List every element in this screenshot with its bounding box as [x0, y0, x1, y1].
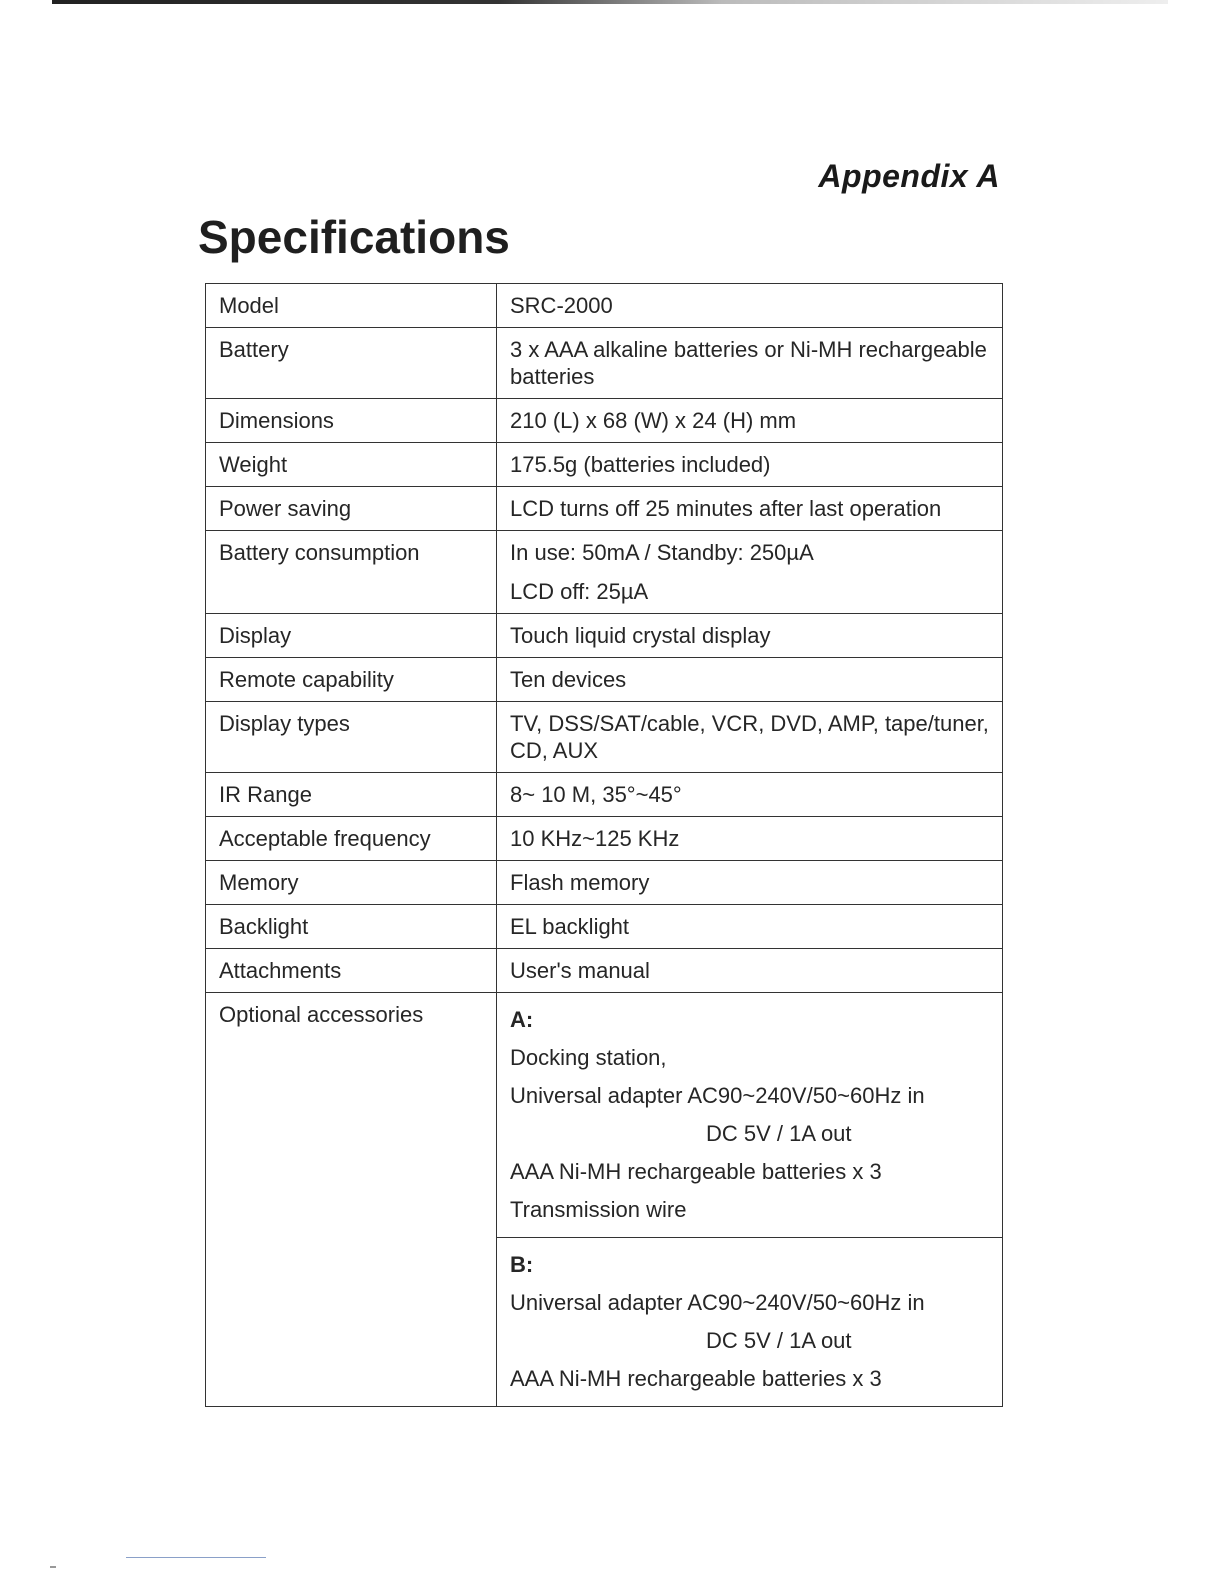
footer-rule	[126, 1557, 266, 1558]
spec-label: Memory	[206, 861, 497, 905]
spec-value: 175.5g (batteries included)	[497, 443, 1003, 487]
table-row	[206, 531, 1003, 614]
spec-value: 210 (L) x 68 (W) x 24 (H) mm	[497, 399, 1003, 443]
page-title: Specifications	[198, 211, 510, 263]
accessory-line: Transmission wire	[510, 1197, 687, 1222]
spec-label: Weight	[206, 443, 497, 487]
spec-value: 10 KHz~125 KHz	[497, 817, 1003, 861]
accessory-line: DC 5V / 1A out	[706, 1328, 852, 1353]
spec-value-line: In use: 50mA / Standby: 250µA	[510, 540, 814, 565]
spec-value: Touch liquid crystal display	[497, 614, 1003, 658]
table-row	[206, 993, 1003, 1238]
table-row	[206, 443, 1003, 487]
appendix-heading: Appendix A	[818, 158, 1000, 194]
table-row	[206, 658, 1003, 702]
table-row	[206, 949, 1003, 993]
spec-label: Attachments	[206, 949, 497, 993]
table-row	[206, 399, 1003, 443]
footer-mark	[50, 1566, 56, 1568]
spec-label: Power saving	[206, 487, 497, 531]
spec-value: 3 x AAA alkaline batteries or Ni-MH rechargeable batteries	[497, 328, 1003, 399]
table-row	[206, 328, 1003, 399]
table-row	[206, 614, 1003, 658]
spec-label: IR Range	[206, 773, 497, 817]
spec-label: Display	[206, 614, 497, 658]
optional-group-b	[497, 1238, 1003, 1407]
specifications-table	[205, 283, 1003, 1407]
spec-label: Battery	[206, 328, 497, 399]
spec-value: Ten devices	[497, 658, 1003, 702]
spec-value: 8~ 10 M, 35°~45°	[497, 773, 1003, 817]
group-heading: B:	[510, 1252, 534, 1277]
table-row	[206, 817, 1003, 861]
table-row	[206, 284, 1003, 328]
accessory-line: Universal adapter AC90~240V/50~60Hz in	[510, 1290, 925, 1315]
table-row	[206, 905, 1003, 949]
spec-label: Battery consumption	[206, 531, 497, 614]
spec-value-line: LCD off: 25µA	[510, 579, 649, 604]
spec-value: EL backlight	[497, 905, 1003, 949]
table-row	[206, 861, 1003, 905]
accessory-line: Docking station,	[510, 1045, 667, 1070]
spec-label: Model	[206, 284, 497, 328]
group-heading: A:	[510, 1007, 534, 1032]
optional-group-a	[497, 993, 1003, 1238]
spec-label: Remote capability	[206, 658, 497, 702]
accessory-line: Universal adapter AC90~240V/50~60Hz in	[510, 1083, 925, 1108]
spec-label: Acceptable frequency	[206, 817, 497, 861]
spec-value: Flash memory	[497, 861, 1003, 905]
top-rule	[52, 0, 1168, 4]
table-row	[206, 702, 1003, 773]
accessory-line: AAA Ni-MH rechargeable batteries x 3	[510, 1159, 882, 1184]
spec-value: TV, DSS/SAT/cable, VCR, DVD, AMP, tape/tuner, CD, AUX	[497, 702, 1003, 773]
accessory-line: AAA Ni-MH rechargeable batteries x 3	[510, 1366, 882, 1391]
spec-label: Backlight	[206, 905, 497, 949]
spec-value: User's manual	[497, 949, 1003, 993]
table-row	[206, 773, 1003, 817]
spec-label: Dimensions	[206, 399, 497, 443]
spec-label: Display types	[206, 702, 497, 773]
accessory-line: DC 5V / 1A out	[706, 1121, 852, 1146]
spec-value: SRC-2000	[497, 284, 1003, 328]
spec-value: LCD turns off 25 minutes after last operation	[497, 487, 1003, 531]
spec-label: Optional accessories	[206, 993, 497, 1407]
spec-value	[497, 531, 1003, 614]
table-row	[206, 487, 1003, 531]
